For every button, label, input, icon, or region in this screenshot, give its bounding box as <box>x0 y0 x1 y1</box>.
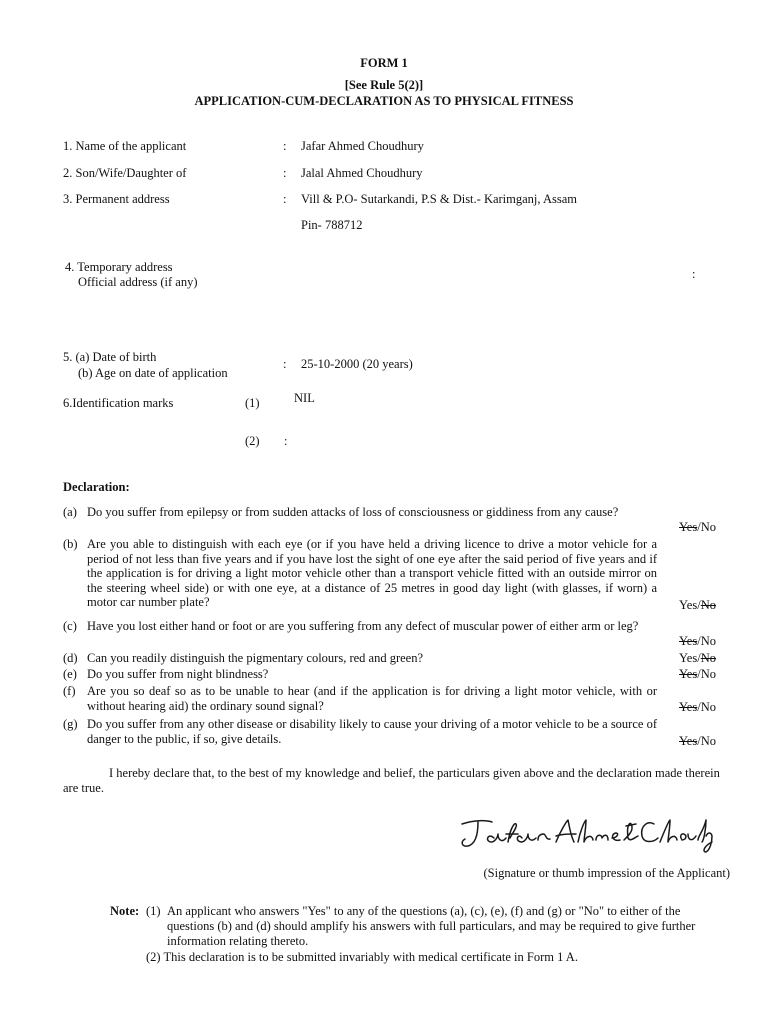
answer-no: No <box>700 700 716 714</box>
temp-address-colon: : <box>692 267 696 281</box>
relation-colon: : <box>283 166 287 180</box>
answer-yes: Yes <box>679 651 698 665</box>
answer-no: No <box>700 667 716 681</box>
answer-no: No <box>700 634 716 648</box>
answer-separator: / <box>697 634 701 648</box>
answer-separator: / <box>697 734 701 748</box>
mark1-label: (1) <box>245 396 260 410</box>
answer <box>679 598 716 613</box>
answer-separator: / <box>697 651 701 665</box>
question-label: (e) <box>63 667 77 681</box>
question-text: Are you so deaf so as to be unable to hear (and if the application is for driving a light motor vehicle, with or without hearing aid) the ordinary sound signal? <box>87 684 657 713</box>
name-label: 1. Name of the applicant <box>63 139 187 153</box>
answer <box>679 651 716 666</box>
answer <box>679 734 716 749</box>
answer-separator: / <box>697 667 701 681</box>
name-value: Jafar Ahmed Choudhury <box>301 139 424 153</box>
answer <box>679 700 716 715</box>
form-title: APPLICATION-CUM-DECLARATION AS TO PHYSICAL FITNESS <box>194 94 574 108</box>
dob-colon: : <box>283 357 287 371</box>
signature-caption: (Signature or thumb impression of the Applicant) <box>483 866 730 880</box>
answer-separator: / <box>697 598 701 612</box>
relation-value: Jalal Ahmed Choudhury <box>301 166 423 180</box>
declaration-heading: Declaration: <box>63 480 130 494</box>
answer-no: No <box>700 520 716 534</box>
rule-reference: [See Rule 5(2)] <box>344 78 424 92</box>
question-label: (g) <box>63 717 78 731</box>
answer-no: No <box>700 598 716 612</box>
question-label: (f) <box>63 684 76 698</box>
answer-no: No <box>700 651 716 665</box>
address-value-line1: Vill & P.O- Sutarkandi, P.S & Dist.- Karimganj, Assam <box>301 192 577 206</box>
mark2-label: (2) <box>245 434 260 448</box>
name-colon: : <box>283 139 287 153</box>
answer-yes: Yes <box>679 634 698 648</box>
temp-address-label: 4. Temporary address <box>65 260 173 274</box>
question-text: Are you able to distinguish with each eye (or if you have held a driving licence to drive a motor vehicle for a period of not less than five years and if you have lost the sight of one eye after the said period of five years and if the application is for driving a light motor vehicle other than a transport vehicle fitted with an outside mirror on the steering wheel side) or with one eye, at a distance of 25 metres in good day light (with glasses, if worn) a motor car number plate? <box>87 537 657 609</box>
question-label: (d) <box>63 651 78 665</box>
marks-label: 6.Identification marks <box>63 396 174 410</box>
answer-yes: Yes <box>679 667 698 681</box>
answer-separator: / <box>697 520 701 534</box>
note-label: Note: <box>110 904 140 918</box>
official-address-label: Official address (if any) <box>78 275 198 289</box>
dob-value: 25-10-2000 (20 years) <box>301 357 413 371</box>
address-colon: : <box>283 192 287 206</box>
dob-label: 5. (a) Date of birth <box>63 350 157 364</box>
question-label: (b) <box>63 537 78 551</box>
note-item2: (2) This declaration is to be submitted invariably with medical certificate in Form 1 A. <box>146 950 578 964</box>
question-text: Can you readily distinguish the pigmentary colours, red and green? <box>87 651 424 665</box>
question-label: (a) <box>63 505 77 519</box>
declaration-statement: I hereby declare that, to the best of my knowledge and belief, the particulars given above and the declaration made therein are true. <box>63 766 720 795</box>
answer-yes: Yes <box>679 520 698 534</box>
answer-separator: / <box>697 700 701 714</box>
answer-yes: Yes <box>679 598 698 612</box>
form-number: FORM 1 <box>360 56 408 70</box>
question-text: Do you suffer from epilepsy or from sudden attacks of loss of consciousness or giddiness from any cause? <box>87 505 619 519</box>
answer-yes: Yes <box>679 734 698 748</box>
note-item1-number: (1) <box>146 904 161 918</box>
answer-no: No <box>700 734 716 748</box>
question-text: Do you suffer from night blindness? <box>87 667 269 681</box>
address-value-line2: Pin- 788712 <box>301 218 363 232</box>
answer <box>679 520 716 535</box>
answer <box>679 634 716 649</box>
answer <box>679 667 716 682</box>
note-item1-text: An applicant who answers "Yes" to any of the questions (a), (c), (e), (f) and (g) or "No" to either of the questions (b) and (d) should amplify his answers with full particulars, and may be required to give further information relating thereto. <box>167 904 696 948</box>
applicant-signature <box>456 812 716 858</box>
question-text: Have you lost either hand or foot or are you suffering from any defect of muscular power of either arm or leg? <box>87 619 639 633</box>
question-text: Do you suffer from any other disease or disability likely to cause your driving of a motor vehicle to be a source of danger to the public, if so, give details. <box>87 717 657 746</box>
address-label: 3. Permanent address <box>63 192 170 206</box>
relation-label: 2. Son/Wife/Daughter of <box>63 166 187 180</box>
answer-yes: Yes <box>679 700 698 714</box>
age-label: (b) Age on date of application <box>78 366 228 380</box>
mark2-colon: : <box>284 434 288 448</box>
question-label: (c) <box>63 619 77 633</box>
mark1-value: NIL <box>294 391 315 405</box>
note-item1-text-wrapper <box>146 904 728 949</box>
